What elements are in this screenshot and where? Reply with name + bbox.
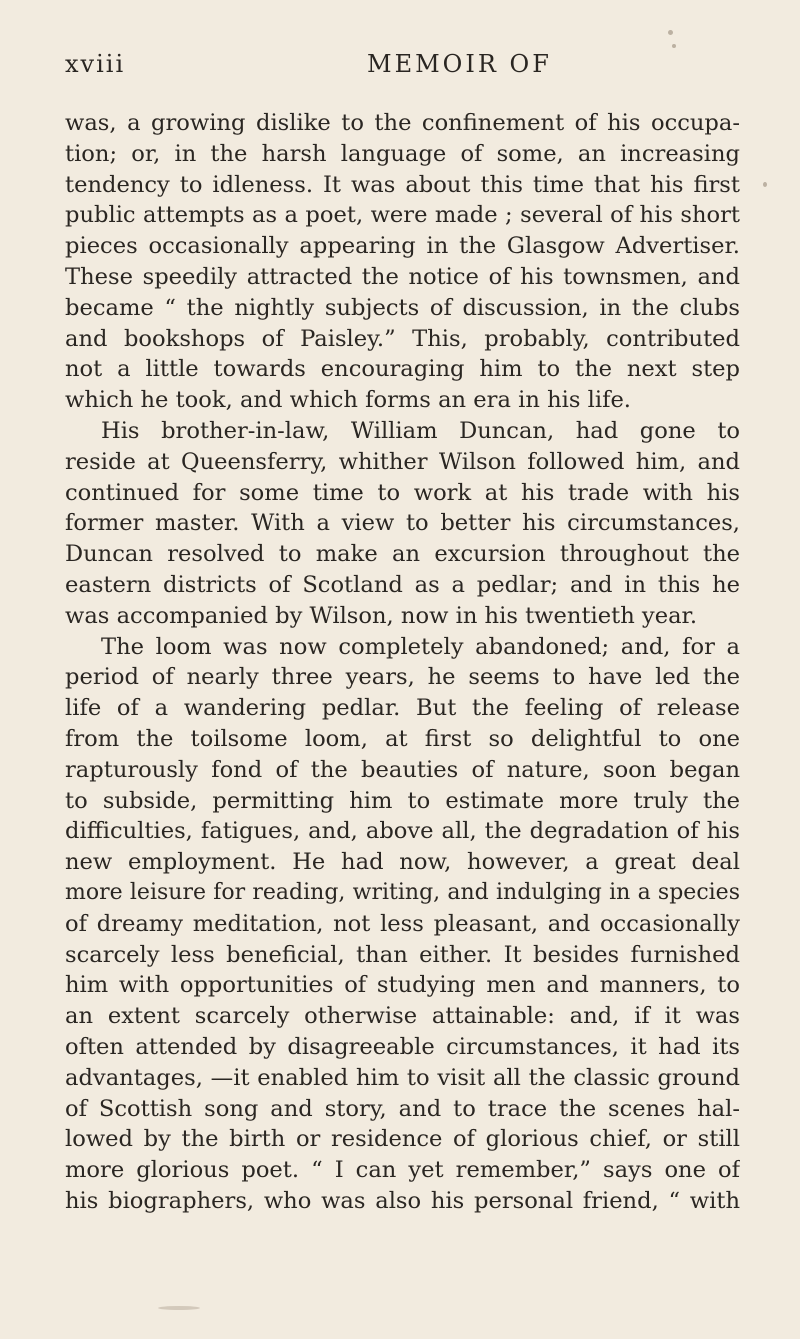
ink-smudge bbox=[158, 1306, 200, 1310]
running-head bbox=[65, 50, 745, 90]
text-line: of dreamy meditation, not less pleasant, and occasionally bbox=[65, 910, 740, 937]
text-line: eastern districts of Scotland as a pedlar; and in this he bbox=[65, 571, 740, 598]
page-number: xviii bbox=[65, 50, 126, 78]
ink-speck bbox=[668, 30, 673, 35]
text-line: Duncan resolved to make an excursion throughout the bbox=[65, 541, 740, 568]
text-line: more glorious poet. “ I can yet remember,” says one of bbox=[65, 1157, 740, 1184]
text-line: not a little towards encouraging him to the next step bbox=[65, 356, 740, 383]
text-line: period of nearly three years, he seems to have led the bbox=[65, 664, 740, 691]
text-line: life of a wandering pedlar. But the feeling of release bbox=[65, 695, 740, 722]
text-line: scarcely less beneficial, than either. It besides furnished bbox=[65, 941, 740, 968]
ink-speck bbox=[763, 182, 767, 187]
text-line: which he took, and which forms an era in his life. bbox=[65, 387, 631, 414]
text-line: was accompanied by Wilson, now in his twentieth year. bbox=[65, 602, 698, 629]
text-line: became “ the nightly subjects of discussion, in the clubs bbox=[65, 294, 740, 321]
text-line: public attempts as a poet, were made ; several of his short bbox=[65, 202, 740, 229]
text-line: to subside, permitting him to estimate more truly the bbox=[65, 787, 740, 814]
body-text bbox=[65, 108, 740, 1217]
text-line: from the toilsome loom, at first so delightful to one bbox=[65, 725, 740, 752]
text-line: often attended by disagreeable circumstances, it had its bbox=[65, 1033, 740, 1060]
ink-speck bbox=[672, 44, 676, 48]
text-line: His brother-in-law, William Duncan, had gone to bbox=[101, 417, 740, 444]
text-line: advantages, —it enabled him to visit all the classic ground bbox=[65, 1064, 740, 1091]
text-line: him with opportunities of studying men and manners, to bbox=[65, 972, 740, 999]
text-line: pieces occasionally appearing in the Glasgow Advertiser. bbox=[65, 233, 740, 260]
text-line: of Scottish song and story, and to trace the scenes hal- bbox=[65, 1095, 740, 1122]
text-line: difficulties, fatigues, and, above all, the degradation of his bbox=[65, 818, 740, 845]
text-line: rapturously fond of the beauties of nature, soon began bbox=[65, 756, 740, 783]
text-line: new employment. He had now, however, a great deal bbox=[65, 849, 740, 876]
text-line: his biographers, who was also his personal friend, “ with bbox=[65, 1187, 740, 1214]
text-line: These speedily attracted the notice of his townsmen, and bbox=[65, 263, 740, 290]
text-line: an extent scarcely otherwise attainable: and, if it was bbox=[65, 1003, 740, 1030]
text-line: reside at Queensferry, whither Wilson followed him, and bbox=[65, 448, 740, 475]
text-line: tendency to idleness. It was about this time that his first bbox=[65, 171, 740, 198]
text-line: and bookshops of Paisley.” This, probably, contributed bbox=[65, 325, 740, 352]
text-line: lowed by the birth or residence of glorious chief, or still bbox=[65, 1126, 740, 1153]
text-line: more leisure for reading, writing, and indulging in a species bbox=[65, 879, 740, 905]
text-line: tion; or, in the harsh language of some, an increasing bbox=[65, 140, 740, 167]
text-line: continued for some time to work at his trade with his bbox=[65, 479, 740, 506]
text-line: The loom was now completely abandoned; and, for a bbox=[101, 633, 740, 660]
text-line: was, a growing dislike to the confinement of his occupa- bbox=[65, 110, 740, 136]
running-title: MEMOIR OF bbox=[367, 50, 552, 78]
text-line: former master. With a view to better his circumstances, bbox=[65, 510, 740, 537]
